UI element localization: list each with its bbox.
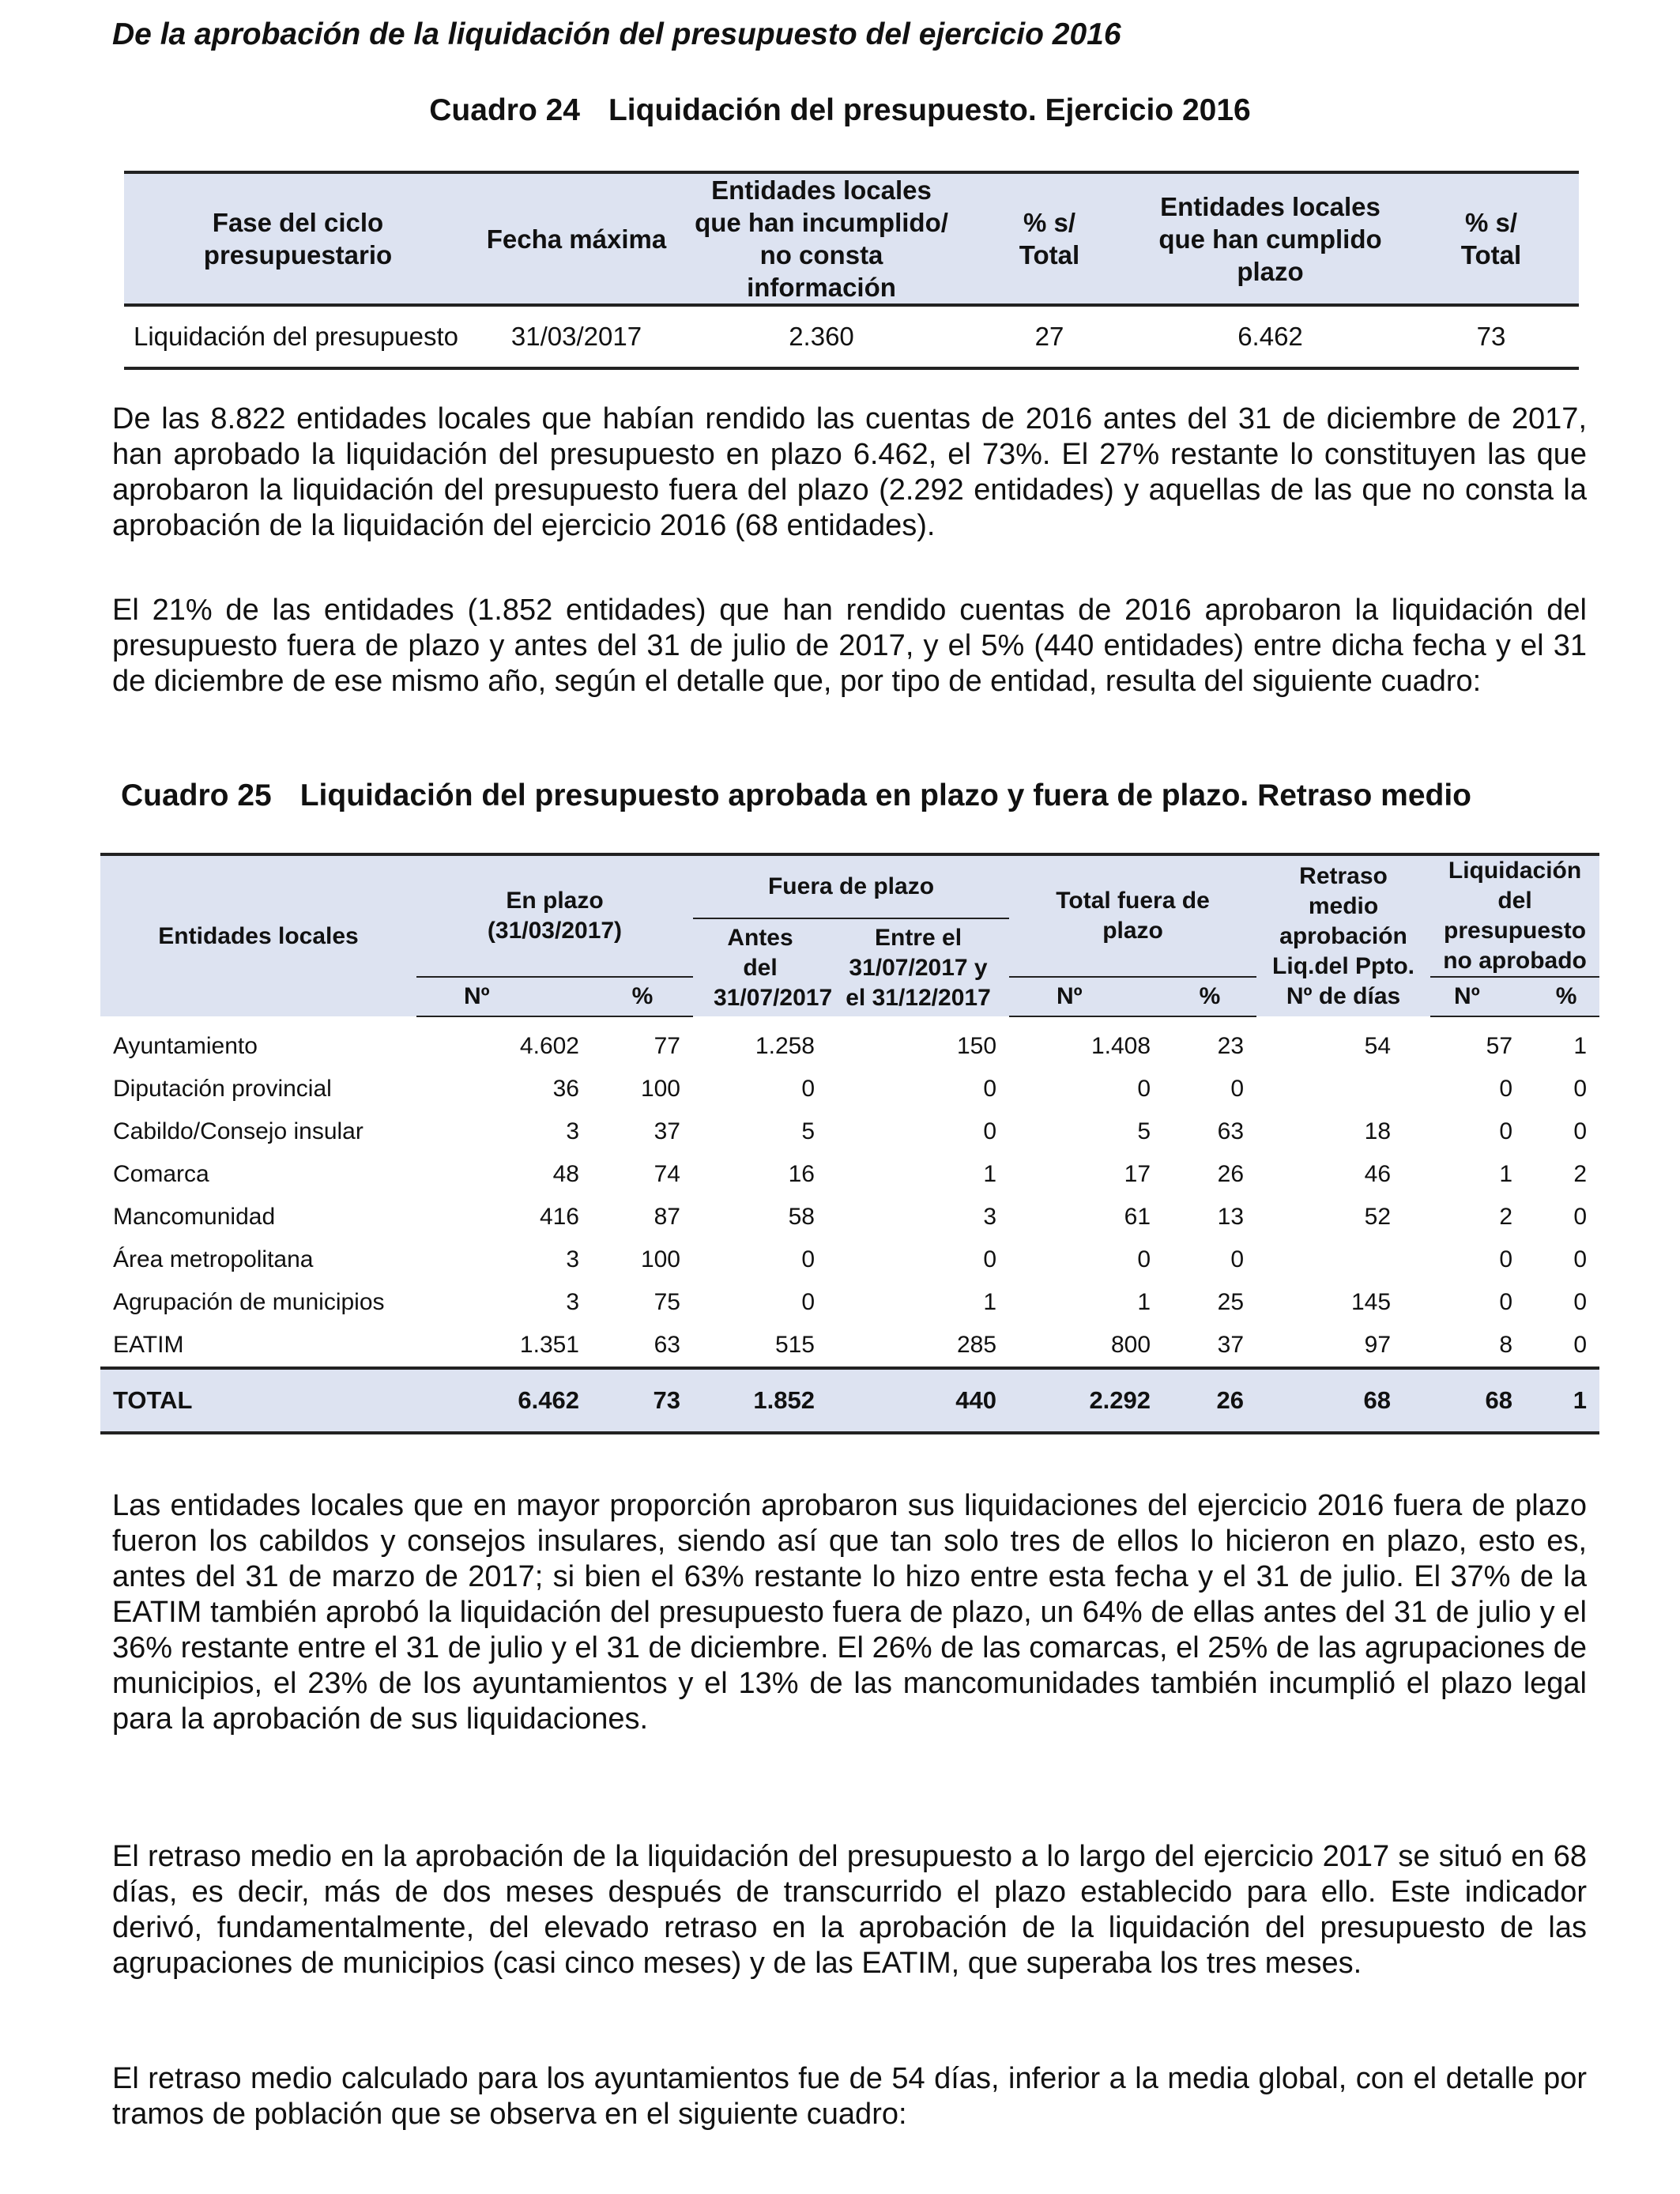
- table25-cell: 63: [1217, 1118, 1245, 1144]
- table25-cell: 36: [552, 1076, 579, 1102]
- table25-cell: 74: [654, 1161, 680, 1187]
- table25-cell: 3: [566, 1118, 579, 1144]
- table25-cell: 3: [566, 1289, 579, 1315]
- table25-header-total-fuera: Total fuera de plazo: [1009, 854, 1256, 977]
- table24-cell: Liquidación del presupuesto: [134, 322, 458, 351]
- table25-cell: 0: [1137, 1076, 1151, 1102]
- paragraph-1: De las 8.822 entidades locales que habían rendido las cuentas de 2016 antes del 31 de diciembre de 2017, han aprobado la liquidación del presupuesto en plazo 6.462, el 73%. El 27% restante lo constituyen las que aprobaron la liquidación del presupuesto fuera del plazo (2.292 entidades) y aquellas de las que no consta la aprobación de la liquidación del ejercicio 2016 (68 entidades).: [112, 402, 1587, 542]
- table25-cell: 5: [1137, 1118, 1151, 1144]
- table25-cell: Diputación provincial: [113, 1076, 332, 1102]
- table25-cell: 0: [801, 1289, 815, 1315]
- table25-cell: 515: [774, 1332, 815, 1358]
- table25-body: [100, 1016, 1599, 1368]
- table25-cell: 150: [956, 1032, 997, 1059]
- table25-cell: Mancomunidad: [113, 1204, 276, 1230]
- table25-cell: 61: [1124, 1204, 1151, 1230]
- table25-header-entidades: Entidades locales: [100, 854, 416, 1016]
- table25-total-cell: 68: [1256, 1368, 1430, 1433]
- table24-cell: 73: [1476, 322, 1506, 351]
- table25-cell: 1.408: [1090, 1033, 1151, 1059]
- table25-cell: 57: [1486, 1033, 1513, 1059]
- table24-cell: 27: [1034, 322, 1064, 351]
- table25-cell: 0: [1573, 1076, 1588, 1102]
- section-heading: De la aprobación de la liquidación del presupuesto del ejercicio 2016: [112, 17, 1121, 51]
- table-row: [100, 1110, 1599, 1153]
- table25-total-cell: 440: [827, 1368, 1009, 1433]
- table25-cell: 145: [1350, 1289, 1392, 1315]
- table25-cell: 800: [1110, 1332, 1151, 1358]
- table25-cell: 0: [1137, 1246, 1151, 1272]
- table25-cell: 54: [1364, 1032, 1392, 1059]
- table25-total-cell: 2.292: [1009, 1368, 1163, 1433]
- table25-header-en-plazo: En plazo (31/03/2017): [416, 854, 693, 977]
- table-row: [100, 1281, 1599, 1324]
- table25-cell: 58: [788, 1204, 815, 1230]
- table24-cell: 2.360: [789, 322, 854, 351]
- table25-cell: 17: [1124, 1161, 1151, 1187]
- table25-cell: 0: [1573, 1118, 1588, 1144]
- table25-cell: 0: [1573, 1289, 1588, 1315]
- table25-header-n-plazo: Nº: [416, 977, 592, 1016]
- table25-cell: 1: [1499, 1161, 1513, 1187]
- table25-total-cell: TOTAL: [100, 1368, 416, 1433]
- table25-cell: 1: [1573, 1033, 1588, 1059]
- table25-cell: 0: [983, 1076, 997, 1102]
- paragraph-4: El retraso medio en la aprobación de la liquidación del presupuesto a lo largo del ejercicio 2017 se situó en 68 días, es decir, más de dos meses después de transcurrido el plazo establecido para ello. Este indicador derivó, fundamentalmente, del elevado retraso en la aprobación de la liquidación del presupuesto de las agrupaciones de municipios (casi cinco meses) y de las EATIM, que superaba los tres meses.: [112, 1840, 1587, 1980]
- table-row: [100, 1196, 1599, 1238]
- paragraph-3: Las entidades locales que en mayor proporción aprobaron sus liquidaciones del ejercicio 2016 fuera de plazo fueron los cabildos y consejos insulares, siendo así que tan solo tres de ellos lo hicieron en plazo, esto es, antes del 31 de marzo de 2017; si bien el 63% restante lo hizo entre esta fecha y el 31 de julio. El 37% de la EATIM también aprobó la liquidación del presupuesto fuera de plazo, un 64% de ellas antes del 31 de julio y el 36% restante entre el 31 de julio y el 31 de diciembre. El 26% de las comarcas, el 25% de las agrupaciones de municipios, el 23% de los ayuntamientos y el 13% de las mancomunidades también incumplió el plazo legal para la aprobación de sus liquidaciones.: [112, 1489, 1587, 1736]
- table25-cell: 3: [566, 1246, 579, 1272]
- table25-cell: 37: [1217, 1332, 1245, 1358]
- table25-cell: EATIM: [113, 1332, 184, 1358]
- table25-header-antes: Antes del 31/07/2017: [693, 918, 827, 1016]
- table25-cell: 0: [1499, 1289, 1513, 1315]
- table25-total-row: [100, 1368, 1599, 1433]
- table25-cell: 48: [552, 1161, 579, 1187]
- table25-cell: Cabildo/Consejo insular: [113, 1118, 363, 1144]
- table25-cell: 87: [654, 1204, 680, 1230]
- table25-cell: 63: [654, 1332, 680, 1358]
- table24-header-fase: Fase del ciclo presupuestario: [124, 172, 472, 305]
- table24-caption-number: Cuadro 24: [429, 93, 580, 127]
- table24-header-incumplido: Entidades locales que han incumplido/ no consta información: [681, 172, 962, 305]
- table25-cell: 0: [983, 1118, 997, 1144]
- table25-total-cell: 26: [1163, 1368, 1256, 1433]
- table25-header-retraso: Retraso medio aprobación Liq.del Ppto. Nº de días: [1256, 854, 1430, 1016]
- table25-cell: [1256, 1068, 1430, 1110]
- table24-cell: 6.462: [1237, 322, 1303, 351]
- table25-cell: 285: [956, 1332, 997, 1358]
- table25-header-n-no-aprobado: Nº: [1430, 977, 1533, 1016]
- table25-header-fuera: Fuera de plazo: [693, 854, 1009, 918]
- table24-caption: [0, 93, 1680, 128]
- table25-cell: 25: [1217, 1289, 1245, 1315]
- table25-cell: 0: [1499, 1246, 1513, 1272]
- table25-total-cell: 6.462: [416, 1368, 592, 1433]
- table25-cell: 97: [1364, 1332, 1392, 1358]
- table24-header-pct2: % s/ Total: [1403, 172, 1579, 305]
- table25-cell: 0: [1499, 1118, 1513, 1144]
- paragraph-5: El retraso medio calculado para los ayuntamientos fue de 54 días, inferior a la media global, con el detalle por tramos de población que se observa en el siguiente cuadro:: [112, 2062, 1587, 2131]
- table-row: [100, 1238, 1599, 1281]
- table25-cell: 46: [1364, 1161, 1392, 1187]
- table25-cell: Ayuntamiento: [113, 1032, 258, 1059]
- table25-header-pct-fuera: %: [1163, 977, 1256, 1016]
- table25-cell: 13: [1217, 1204, 1245, 1230]
- table25-cell: 0: [1573, 1204, 1588, 1230]
- table-row: [124, 305, 1579, 368]
- table25-cell: Agrupación de municipios: [113, 1289, 385, 1315]
- table25-cell: 0: [1573, 1246, 1588, 1272]
- table24-header-row: [124, 172, 1579, 305]
- table-row: [100, 1324, 1599, 1368]
- paragraph-2: El 21% de las entidades (1.852 entidades) que han rendido cuentas de 2016 aprobaron la liquidación del presupuesto fuera de plazo y antes del 31 de julio de 2017, y el 5% (440 entidades) entre dicha fecha y el 31 de diciembre de ese mismo año, según el detalle que, por tipo de entidad, resulta del siguiente cuadro:: [112, 594, 1587, 698]
- table25-header-row-1: [100, 854, 1599, 918]
- table25-cell: 1: [983, 1289, 997, 1315]
- table24-header-cumplido: Entidades locales que han cumplido plazo: [1137, 172, 1403, 305]
- table25-cell: 5: [801, 1118, 815, 1144]
- table25-cell: 0: [1230, 1246, 1245, 1272]
- table24: [124, 171, 1579, 370]
- table24-caption-title: Liquidación del presupuesto. Ejercicio 2016: [608, 93, 1251, 127]
- table25-cell: 1.258: [755, 1032, 815, 1059]
- table25-caption: [121, 778, 1471, 813]
- table25-cell: 75: [654, 1289, 680, 1315]
- table25-cell: 8: [1499, 1332, 1513, 1358]
- table25-header-entre: Entre el 31/07/2017 y el 31/12/2017: [827, 918, 1009, 1016]
- table25-cell: 23: [1217, 1033, 1245, 1059]
- table25: [100, 853, 1599, 1434]
- table-row: [100, 1016, 1599, 1068]
- table25-cell: [1256, 1238, 1430, 1281]
- table24-header-pct1: % s/ Total: [962, 172, 1137, 305]
- table25-cell: 100: [640, 1246, 680, 1272]
- table25-cell: 2: [1573, 1161, 1588, 1187]
- table25-total-cell: 68: [1430, 1368, 1533, 1433]
- table25-cell: 52: [1364, 1204, 1392, 1230]
- table25-cell: 3: [983, 1204, 997, 1230]
- table25-header-n-fuera: Nº: [1009, 977, 1163, 1016]
- table24-cell: 31/03/2017: [510, 322, 642, 351]
- table24-header-fecha: Fecha máxima: [472, 172, 681, 305]
- table25-cell: 77: [654, 1033, 680, 1059]
- table25-cell: 18: [1364, 1118, 1392, 1144]
- table25-cell: 37: [654, 1118, 680, 1144]
- table25-total-cell: 1: [1533, 1368, 1599, 1433]
- table25-cell: 2: [1499, 1204, 1513, 1230]
- table25-header-pct-no-aprobado: %: [1533, 977, 1599, 1016]
- table25-cell: 4.602: [519, 1033, 579, 1059]
- table25-cell: Área metropolitana: [113, 1246, 314, 1272]
- table25-cell: 0: [801, 1076, 815, 1102]
- table-row: [100, 1153, 1599, 1196]
- table25-total-cell: 73: [592, 1368, 693, 1433]
- table25-cell: 0: [801, 1246, 815, 1272]
- table25-cell: 0: [1573, 1332, 1588, 1358]
- table25-cell: 26: [1217, 1161, 1245, 1187]
- table25-caption-title: Liquidación del presupuesto aprobada en plazo y fuera de plazo. Retraso medio: [299, 778, 1471, 812]
- table25-caption-number: Cuadro 25: [121, 778, 272, 812]
- table25-cell: 16: [788, 1161, 815, 1187]
- table25-cell: 1: [1137, 1289, 1151, 1315]
- table25-cell: 1.351: [519, 1332, 579, 1358]
- table25-cell: 100: [640, 1076, 680, 1102]
- table25-cell: 0: [1499, 1076, 1513, 1102]
- table-row: [100, 1068, 1599, 1110]
- table25-cell: 0: [983, 1246, 997, 1272]
- table25-total-cell: 1.852: [693, 1368, 827, 1433]
- table25-cell: 0: [1230, 1076, 1245, 1102]
- table25-cell: Comarca: [113, 1161, 209, 1187]
- table25-cell: 1: [983, 1161, 997, 1187]
- table25-cell: 416: [539, 1204, 579, 1230]
- table25-header-no-aprobado: Liquidación del presupuesto no aprobado: [1430, 854, 1599, 977]
- table25-header-pct-plazo: %: [592, 977, 693, 1016]
